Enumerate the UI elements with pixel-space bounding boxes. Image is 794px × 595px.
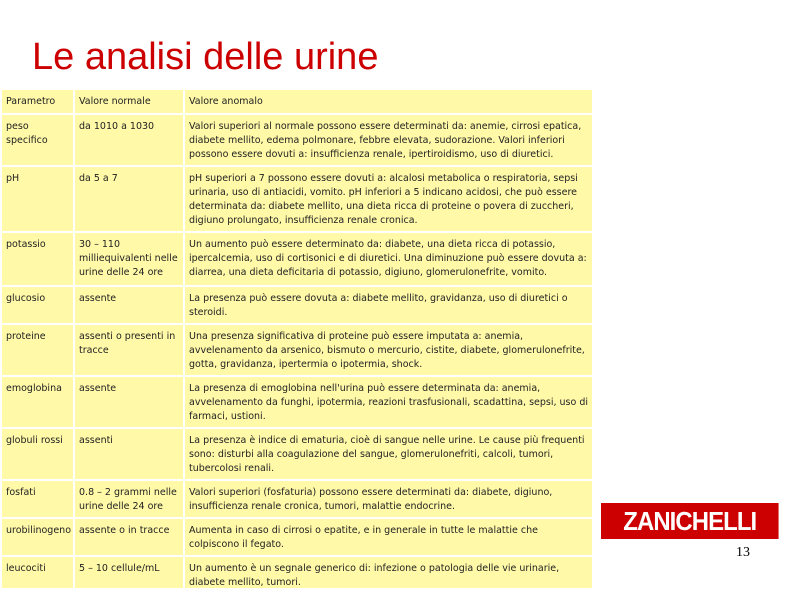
cell-valore-normale: assente xyxy=(74,376,184,428)
cell-valore-normale: 5 – 10 cellule/mL xyxy=(74,556,184,588)
table-header-row xyxy=(2,90,592,114)
cell-valore-normale: 0.8 – 2 grammi nelle urine delle 24 ore xyxy=(74,480,184,518)
cell-valore-anomalo: Un aumento può essere determinato da: diabete, una dieta ricca di potassio, ipercalcemia, uso di cortisonici e di diuretici. Una diminuzione può essere dovuta a: diarrea, una dieta deficitaria di potassio, digiuno, glomerulonefrite, vomito. xyxy=(184,232,592,286)
urine-analysis-table-container xyxy=(2,90,592,588)
cell-parametro: proteine xyxy=(2,324,74,376)
cell-parametro: urobilinogeno xyxy=(2,518,74,556)
cell-parametro: globuli rossi xyxy=(2,428,74,480)
table-row xyxy=(2,286,592,324)
cell-parametro: peso specifico xyxy=(2,114,74,166)
header-parametro: Parametro xyxy=(2,90,74,114)
cell-valore-anomalo: La presenza di emoglobina nell'urina può essere determinata da: anemia, avvelenamento da funghi, ipotermia, reazioni trasfusionali, scadattina, sepsi, uso di farmaci, ustioni. xyxy=(184,376,592,428)
cell-parametro: potassio xyxy=(2,232,74,286)
cell-valore-anomalo: Valori superiori (fosfaturia) possono essere determinati da: diabete, digiuno, insufficienza renale cronica, tumori, malattie endocrine. xyxy=(184,480,592,518)
cell-valore-normale: assente xyxy=(74,286,184,324)
cell-valore-normale: assente o in tracce xyxy=(74,518,184,556)
table-row xyxy=(2,480,592,518)
table-row xyxy=(2,232,592,286)
cell-valore-anomalo: Aumenta in caso di cirrosi o epatite, e in generale in tutte le malattie che colpiscono il fegato. xyxy=(184,518,592,556)
cell-valore-anomalo: Una presenza significativa di proteine può essere imputata a: anemia, avvelenamento da arsenico, bismuto o mercurio, cistite, diabete, glomerulonefrite, gotta, gravidanza, ipertermia o ipotermia, shock. xyxy=(184,324,592,376)
cell-valore-normale: assenti xyxy=(74,428,184,480)
header-valore-anomalo: Valore anomalo xyxy=(184,90,592,114)
table-row xyxy=(2,114,592,166)
cell-valore-anomalo: La presenza può essere dovuta a: diabete mellito, gravidanza, uso di diuretici o steroidi. xyxy=(184,286,592,324)
table-row xyxy=(2,556,592,588)
table-row xyxy=(2,428,592,480)
cell-parametro: leucociti xyxy=(2,556,74,588)
cell-parametro: fosfati xyxy=(2,480,74,518)
cell-valore-normale: 30 – 110 milliequivalenti nelle urine delle 24 ore xyxy=(74,232,184,286)
cell-parametro: emoglobina xyxy=(2,376,74,428)
table-row xyxy=(2,324,592,376)
page-number: 13 xyxy=(736,545,750,560)
cell-valore-anomalo: La presenza è indice di ematuria, cioè di sangue nelle urine. Le cause più frequenti sono: disturbi alla coagulazione del sangue, glomerulonefriti, calcoli, tumori, tubercolosi renali. xyxy=(184,428,592,480)
table-row xyxy=(2,376,592,428)
cell-valore-anomalo: pH superiori a 7 possono essere dovuti a: alcalosi metabolica o respiratoria, sepsi urinaria, uso di antiacidi, vomito. pH inferiori a 5 indicano acidosi, che può essere determinata da: diabete mellito, una dieta ricca di proteine o povera di zuccheri, digiuno prolungato, insufficienza renale cronica. xyxy=(184,166,592,232)
cell-valore-normale: da 1010 a 1030 xyxy=(74,114,184,166)
cell-valore-normale: assenti o presenti in tracce xyxy=(74,324,184,376)
zanichelli-logo: ZANICHELLI xyxy=(601,503,779,539)
cell-valore-anomalo: Un aumento è un segnale generico di: infezione o patologia delle vie urinarie, diabete mellito, tumori. xyxy=(184,556,592,588)
cell-valore-normale: da 5 a 7 xyxy=(74,166,184,232)
page-title: Le analisi delle urine xyxy=(32,36,379,78)
header-valore-normale: Valore normale xyxy=(74,90,184,114)
cell-parametro: pH xyxy=(2,166,74,232)
cell-parametro: glucosio xyxy=(2,286,74,324)
table-row xyxy=(2,518,592,556)
urine-analysis-table xyxy=(2,90,592,588)
table-row xyxy=(2,166,592,232)
cell-valore-anomalo: Valori superiori al normale possono essere determinati da: anemie, cirrosi epatica, diabete mellito, edema polmonare, febbre elevata, sudorazione. Valori inferiori possono essere dovuti a: insufficienza renale, ipertiroidismo, uso di diuretici. xyxy=(184,114,592,166)
